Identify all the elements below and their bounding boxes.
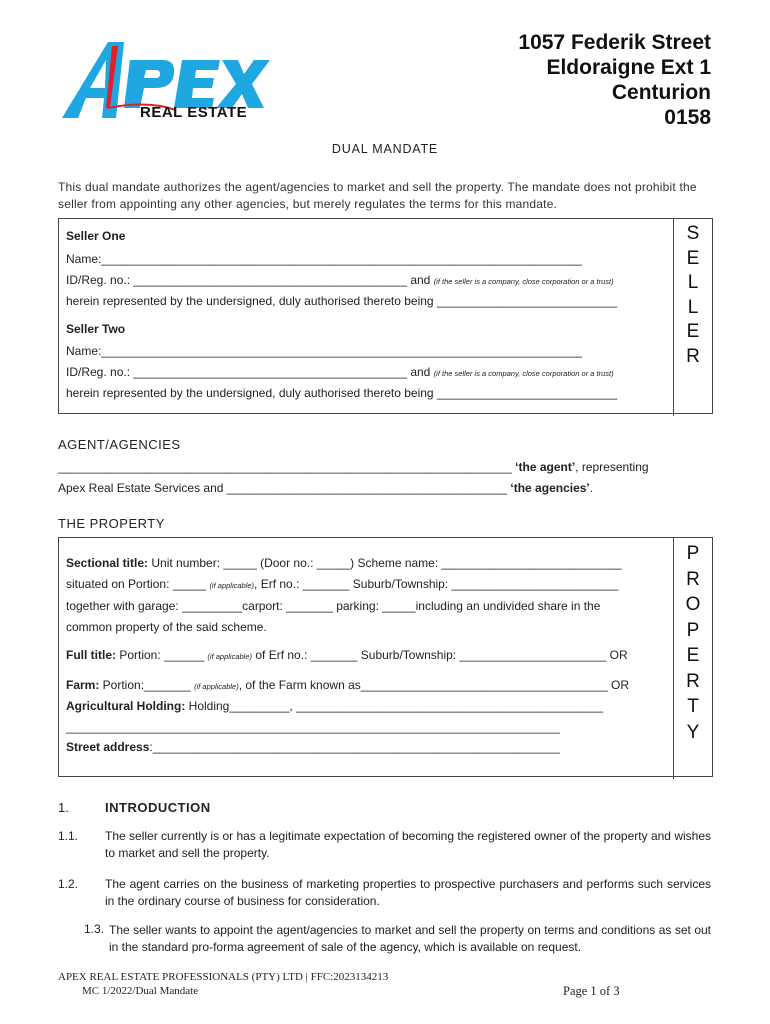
full-title-field[interactable] — [66, 648, 628, 662]
situated-tail: , Erf no.: _______ Suburb/Township: _________________________ — [254, 577, 619, 591]
street-address-field[interactable] — [66, 740, 560, 754]
document-title: DUAL MANDATE — [331, 142, 439, 156]
property-side-label — [673, 538, 712, 779]
situated-field[interactable] — [66, 577, 618, 591]
id-note: (if the seller is a company, close corporation or a trust) — [433, 369, 614, 378]
sectional-title-label: Sectional title: — [66, 556, 149, 570]
seller-one-representative-field[interactable]: herein represented by the undersigned, duly authorised thereto being ___________________________ — [66, 294, 618, 308]
property-letter: E — [686, 645, 700, 666]
farm-label: Farm: — [66, 678, 100, 692]
clause-number: 1.1. — [58, 829, 79, 843]
seller-letter: L — [687, 296, 699, 318]
seller-box — [58, 218, 713, 414]
farm-field[interactable] — [66, 678, 629, 692]
footer-page-number: Page 1 of 3 — [563, 984, 620, 998]
logo-subtitle: REAL ESTATE — [140, 104, 248, 121]
introduction-heading: INTRODUCTION — [105, 800, 211, 815]
situated-prefix: situated on Portion: _____ — [66, 577, 210, 591]
blank-line-field[interactable]: __________________________________________________________________________ — [66, 720, 560, 734]
agent-name-field[interactable] — [58, 460, 649, 474]
garage-field[interactable]: together with garage: _________carport: _______ parking: _____including an undivided share in the — [66, 599, 601, 613]
clause-number: 1.3. — [84, 922, 105, 936]
seller-two-id-field[interactable] — [66, 365, 614, 379]
farm-note: (if applicable) — [194, 682, 239, 691]
seller-two-representative-field[interactable]: herein represented by the undersigned, duly authorised thereto being ___________________________ — [66, 386, 618, 400]
agencies-prefix: Apex Real Estate Services and __________________________________________ — [58, 481, 511, 495]
agent-heading: AGENT/AGENCIES — [58, 437, 181, 452]
seller-letter: E — [686, 321, 700, 342]
address-line-4: 0158 — [664, 106, 711, 129]
property-letter: O — [685, 594, 701, 615]
full-title-note: (if applicable) — [207, 652, 253, 661]
full-title-prefix: Portion: ______ — [116, 648, 208, 662]
id-note: (if the seller is a company, close corporation or a trust) — [433, 277, 614, 286]
agricultural-holding-label: Agricultural Holding: — [66, 699, 186, 713]
clause-text: The agent carries on the business of marketing properties to prospective purchasers and performs such services in the ordinary course of business for consideration. — [105, 877, 711, 908]
full-title-tail: of Erf no.: _______ Suburb/Township: ______________________ OR — [252, 648, 628, 662]
agencies-tail: . — [589, 481, 594, 495]
clause-text: The seller wants to appoint the agent/agencies to market and sell the property on terms and conditions as set out in the standard pro-forma agreement of sale of the agency, which is available on request. — [109, 923, 711, 954]
property-letter: Y — [686, 721, 700, 743]
clause-text: The seller currently is or has a legitimate expectation of becoming the registered owner of the property and wishes to market and sell the property. — [105, 829, 711, 860]
common-property-text: common property of the said scheme. — [66, 620, 267, 634]
sectional-title-text: Unit number: _____ (Door no.: _____) Scheme name: ___________________________ — [148, 556, 622, 570]
apex-logo — [58, 38, 270, 128]
address-line-3: Centurion — [611, 81, 711, 104]
id-label: ID/Reg. no.: _________________________________________ and — [66, 273, 434, 287]
agencies-field[interactable] — [58, 481, 593, 495]
seller-one-heading: Seller One — [66, 229, 126, 243]
sectional-title-field[interactable] — [66, 556, 622, 570]
footer-reference: MC 1/2022/Dual Mandate — [82, 985, 199, 997]
office-address — [518, 30, 711, 130]
farm-prefix: Portion:_______ — [99, 678, 195, 692]
seller-two-name-field[interactable]: Name:________________________________________________________________________ — [66, 344, 582, 358]
street-address-label: Street address — [66, 740, 150, 754]
property-letter: R — [686, 670, 700, 692]
footer-company: APEX REAL ESTATE PROFESSIONALS (PTY) LTD | FFC:2023134213 — [58, 971, 389, 983]
seller-letter: E — [686, 247, 700, 269]
situated-note: (if applicable) — [209, 581, 255, 590]
property-box — [58, 537, 713, 777]
seller-letter: S — [686, 223, 700, 244]
agent-blank: ____________________________________________________________________ — [58, 460, 516, 474]
seller-one-name-field[interactable]: Name:________________________________________________________________________ — [66, 252, 582, 266]
mandate-description: This dual mandate authorizes the agent/agencies to market and sell the property. The mandate does not prohibit the seller from appointing any other agencies, but merely regulates the terms for this mandate. — [58, 180, 697, 211]
seller-one-id-field[interactable] — [66, 273, 614, 287]
property-letter: P — [686, 543, 700, 564]
property-letter: T — [687, 696, 699, 717]
seller-side-label — [673, 219, 712, 416]
agent-term: ‘the agent’ — [515, 460, 576, 474]
id-label: ID/Reg. no.: _________________________________________ and — [66, 365, 434, 379]
agencies-term: ‘the agencies’ — [510, 481, 590, 495]
property-heading: THE PROPERTY — [58, 516, 165, 531]
seller-two-heading: Seller Two — [66, 322, 126, 336]
property-letter: P — [686, 619, 700, 641]
address-line-1: 1057 Federik Street — [518, 31, 711, 54]
seller-letter: R — [686, 345, 700, 367]
seller-letter: L — [687, 272, 699, 293]
agent-tail: , representing — [575, 460, 649, 474]
clause-number: 1.2. — [58, 877, 79, 891]
full-title-label: Full title: — [66, 648, 116, 662]
property-letter: R — [686, 568, 700, 590]
agricultural-holding-text: Holding_________, ______________________________________________ — [185, 699, 604, 713]
street-address-text: :_____________________________________________________________ — [149, 740, 560, 754]
farm-tail: , of the Farm known as_____________________________________ OR — [238, 678, 630, 692]
section-number: 1. — [58, 800, 69, 815]
agricultural-holding-field[interactable] — [66, 699, 603, 713]
address-line-2: Eldoraigne Ext 1 — [546, 56, 711, 79]
